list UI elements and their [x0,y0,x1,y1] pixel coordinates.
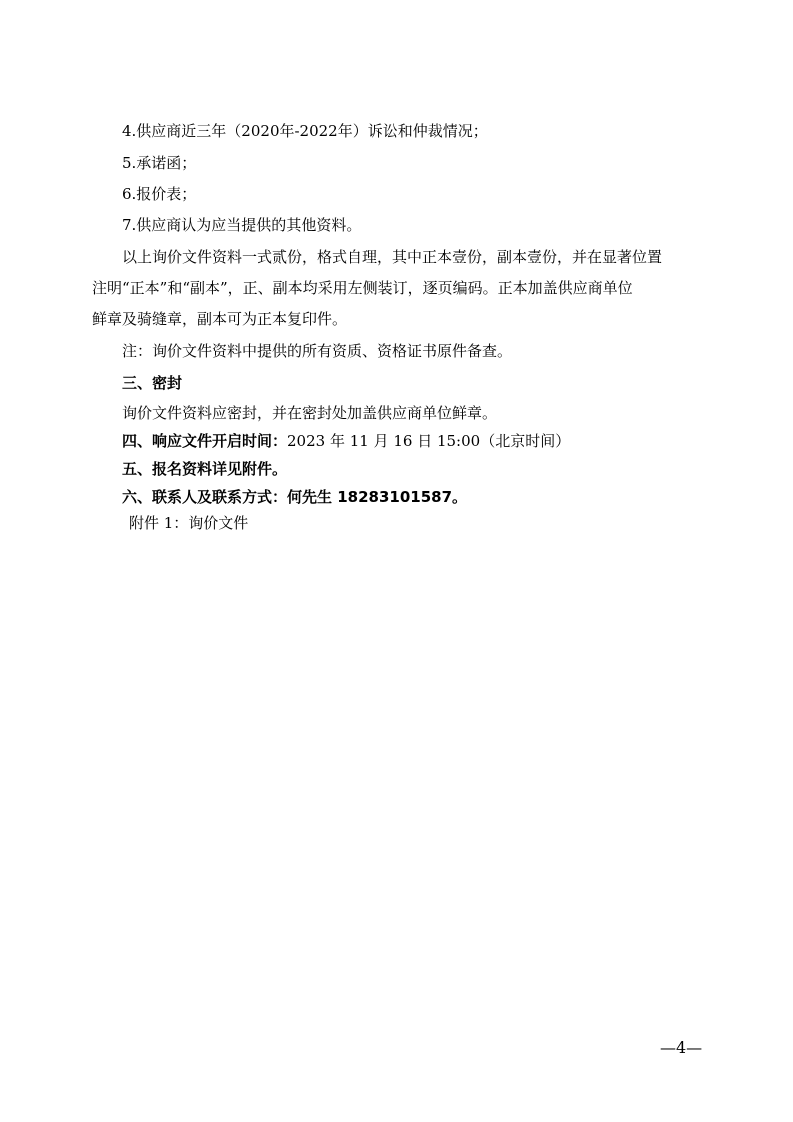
attachment-line: 附件 1：询价文件 [129,514,249,532]
opening-time-line [122,431,570,451]
paragraph-line: 注明“正本”和“副本”，正、副本均采用左侧装订，逐页编码。正本加盖供应商单位 [92,279,633,297]
list-item-4: 4.供应商近三年（2020年-2022年）诉讼和仲裁情况； [122,122,488,140]
section-heading-contact: 六、联系人及联系方式：何先生 18283101587。 [122,488,468,506]
sealing-text: 询价文件资料应密封，并在密封处加盖供应商单位鲜章。 [122,404,498,422]
list-item-5: 5.承诺函； [122,154,197,172]
section-heading-registration: 五、报名资料详见附件。 [122,460,288,478]
opening-time-value: 2023 年 11 月 16 日 15:00（北京时间） [287,432,571,450]
note-text: 注：询价文件资料中提供的所有资质、资格证书原件备查。 [122,342,513,360]
paragraph-line: 鲜章及骑缝章，副本可为正本复印件。 [92,310,348,328]
list-item-7: 7.供应商认为应当提供的其他资料。 [122,216,362,234]
paragraph-line: 以上询价文件资料一式贰份，格式自理，其中正本壹份，副本壹份，并在显著位置 [122,248,663,266]
list-item-6: 6.报价表； [122,185,197,203]
page-number: —4— [660,1038,703,1057]
section-heading-sealing: 三、密封 [122,374,183,392]
opening-time-label: 四、响应文件开启时间： [122,432,288,450]
